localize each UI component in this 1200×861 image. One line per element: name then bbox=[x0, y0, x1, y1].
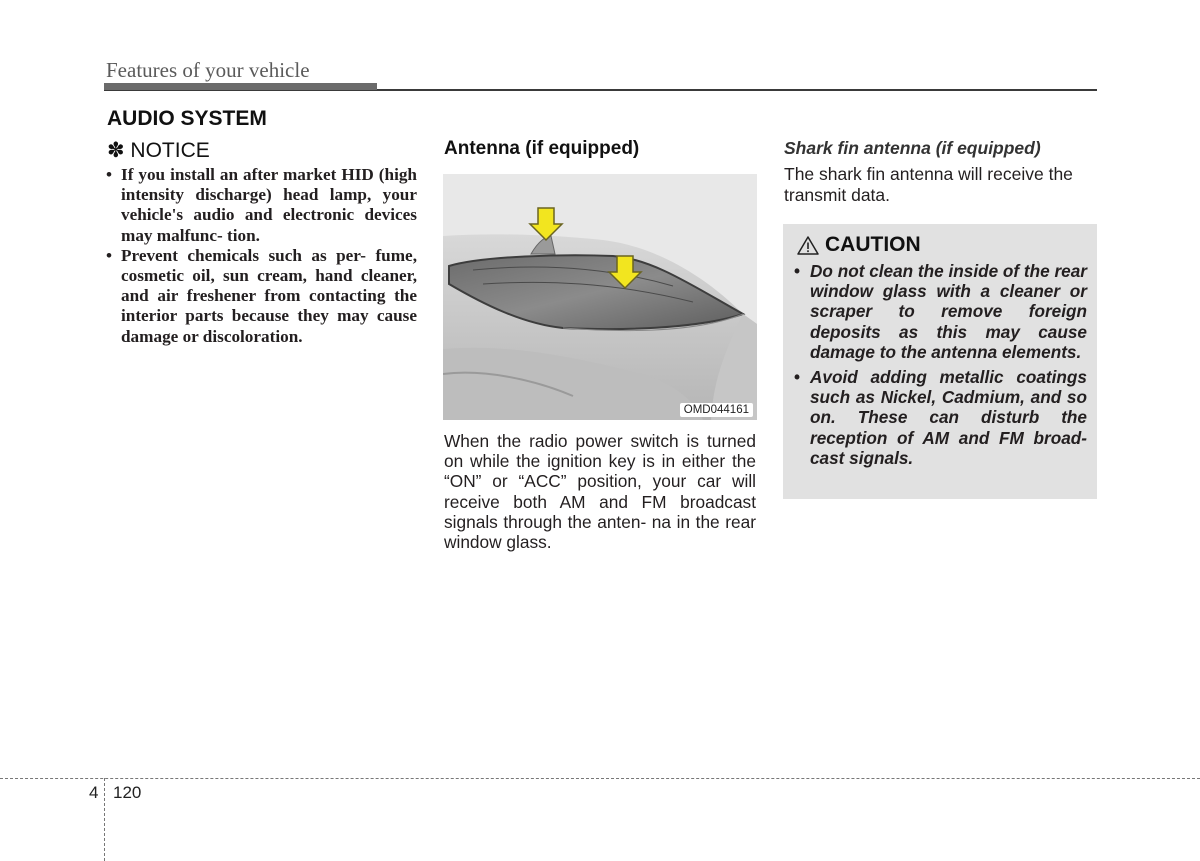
shark-fin-description: The shark fin antenna will receive the transmit data. bbox=[784, 164, 1073, 205]
notice-heading: ✽ NOTICE bbox=[107, 139, 210, 162]
car-rear-illustration bbox=[443, 174, 757, 420]
chapter-number: 4 bbox=[89, 783, 99, 802]
caution-header bbox=[797, 233, 921, 257]
page-header-title: Features of your vehicle bbox=[106, 58, 310, 82]
page-number: 120 bbox=[113, 783, 142, 802]
notice-list bbox=[104, 165, 417, 347]
header-divider-accent bbox=[104, 83, 377, 90]
rear-window-antenna-illustration bbox=[443, 174, 757, 420]
figure-code: OMD044161 bbox=[680, 403, 753, 417]
footer-vertical-divider bbox=[104, 778, 105, 861]
notice-item: • Prevent chemicals such as per- fume, cosmetic oil, sun cream, hand cleaner, and air freshener from contacting the interior parts because they may cause damage or discoloration. bbox=[104, 246, 417, 347]
antenna-heading: Antenna (if equipped) bbox=[444, 138, 640, 159]
caution-item: • Avoid adding metallic coatings such as Nickel, Cadmium, and so on. These can disturb the reception of AM and FM broad- cast signals. bbox=[793, 367, 1087, 468]
caution-list bbox=[793, 261, 1087, 473]
warning-triangle-icon bbox=[797, 236, 819, 255]
section-title: AUDIO SYSTEM bbox=[107, 107, 267, 130]
shark-fin-heading: Shark fin antenna (if equipped) bbox=[784, 138, 1041, 158]
footer-divider bbox=[0, 778, 1200, 779]
caution-box bbox=[783, 224, 1097, 499]
caution-item: • Do not clean the inside of the rear window glass with a cleaner or scraper to remove foreign deposits as this may cause damage to the antenna elements. bbox=[793, 261, 1087, 362]
notice-item: • If you install an after market HID (high intensity discharge) head lamp, your vehicle's audio and electronic devices may malfunc- tion. bbox=[104, 165, 417, 246]
antenna-description: When the radio power switch is turned on while the ignition key is in either the “ON” or “ACC” position, your car will receive both AM and FM broadcast signals through the anten- na in the rear window glass. bbox=[444, 431, 756, 553]
caution-heading: CAUTION bbox=[825, 233, 921, 256]
